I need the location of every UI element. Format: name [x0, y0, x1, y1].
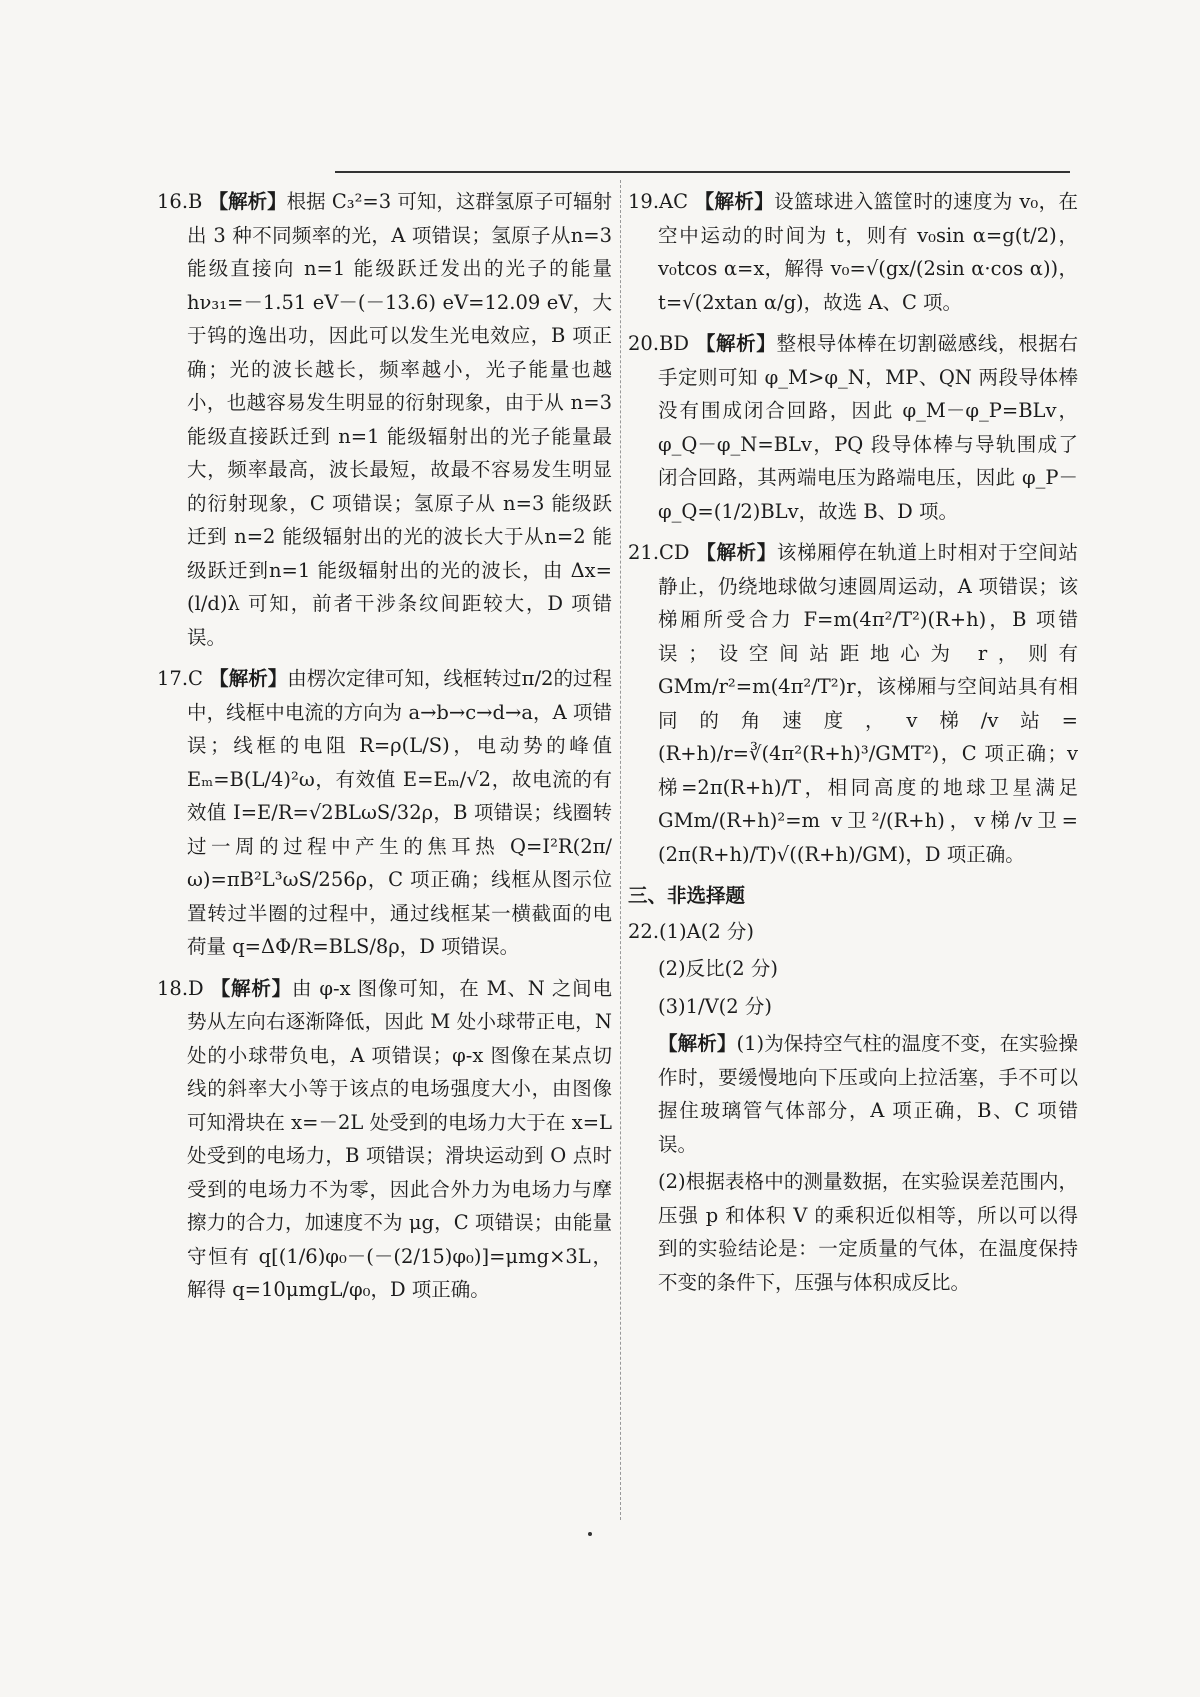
answer-16: 16.B 【解析】根据 C₃²=3 可知，这群氢原子可辐射出 3 种不同频率的光，A 项错误；氢原子从n=3 能级直接向 n=1 能级跃迁发出的光子的能量 hν₃₁=－1.51 eV－(－13.6) eV=12.09 eV，大于钨的逸出功，因此可以发生光电效应，B 项正确；光的波长越长，频率越小，光子能量也越小，也越容易发生明显的衍射现象，由于从 n=3 能级直接跃迁到 n=1 能级辐射出的光子能量最大，频率最高，波长最短，故最不容易发生明显的衍射现象，C 项错误；氢原子从 n=3 能级跃迁到 n=2 能级辐射出的光的波长大于从n=2 能级跃迁到n=1 能级辐射出的光的波长，由 Δx=(l/d)λ 可知，前者干涉条纹间距较大，D 项错误。 — [157, 190, 612, 649]
header-rule — [335, 171, 1070, 173]
answer-19: 19.AC 【解析】设篮球进入篮筐时的速度为 v₀，在空中运动的时间为 t，则有 v₀sin α=g(t/2)，v₀tcos α=x，解得 v₀=√(gx/(2sin α·cos α))，t=√(2xtan α/g)，故选 A、C 项。 — [628, 190, 1078, 314]
q22-analysis-1: 【解析】(1)为保持空气柱的温度不变，在实验操作时，要缓慢地向下压或向上拉活塞，手不可以握住玻璃管气体部分，A 项正确，B、C 项错误。 — [658, 1032, 1078, 1156]
answer-21: 21.CD 【解析】该梯厢停在轨道上时相对于空间站静止，仍绕地球做匀速圆周运动，A 项错误；该梯厢所受合力 F=m(4π²/T²)(R+h)，B 项错误；设空间站距地心为 r，则有 GMm/r²=m(4π²/T²)r，该梯厢与空间站具有相同的角速度，v梯/v站=(R+h)/r=∛(4π²(R+h)³/GMT²)，C 项正确；v梯=2π(R+h)/T，相同高度的地球卫星满足 GMm/(R+h)²=m v卫²/(R+h)，v梯/v卫=(2π(R+h)/T)√((R+h)/GM)，D 项正确。 — [628, 541, 1078, 866]
answer-20: 20.BD 【解析】整根导体棒在切割磁感线，根据右手定则可知 φ_M>φ_N，MP、QN 两段导体棒没有围成闭合回路，因此 φ_M－φ_P=BLv，φ_Q－φ_N=BLv，PQ 段导体棒与导轨围成了闭合回路，其两端电压为路端电压，因此 φ_P－φ_Q=(1/2)BLv，故选 B、D 项。 — [628, 332, 1078, 523]
column-divider — [620, 180, 621, 1520]
q22-answer-1: 22.(1)A(2 分) — [628, 919, 755, 943]
section-heading: 三、非选择题 — [628, 884, 746, 907]
answer-22 — [628, 915, 1078, 1300]
answer-18: 18.D 【解析】由 φ-x 图像可知，在 M、N 之间电势从左向右逐渐降低，因此 M 处小球带正电，N 处的小球带负电，A 项错误；φ-x 图像在某点切线的斜率大小等于该点的电场强度大小，由图像可知滑块在 x=－2L 处受到的电场力大于在 x=L 处受到的电场力，B 项错误；滑块运动到 O 点时受到的电场力不为零，因此合外力为电场力与摩擦力的合力，加速度不为 μg，C 项错误；由能量守恒有 q[(1/6)φ₀－(－(2/15)φ₀)]=μmg×3L，解得 q=10μmgL/φ₀，D 项正确。 — [157, 976, 612, 1301]
q22-analysis-2: (2)根据表格中的测量数据，在实验误差范围内，压强 p 和体积 V 的乘积近似相等，所以可以得到的实验结论是：一定质量的气体，在温度保持不变的条件下，压强与体积成反比。 — [658, 1170, 1078, 1294]
left-column — [157, 185, 612, 1315]
right-column — [628, 185, 1078, 1303]
q22-answer-3: (3)1/V(2 分) — [658, 994, 773, 1018]
q22-answer-2: (2)反比(2 分) — [658, 957, 778, 980]
page-mark — [588, 1532, 592, 1536]
answer-17: 17.C 【解析】由楞次定律可知，线框转过π/2的过程中，线框中电流的方向为 a→b→c→d→a，A 项错误；线框的电阻 R=ρ(L/S)，电动势的峰值 Eₘ=B(L/4)²ω，有效值 E=Eₘ/√2，故电流的有效值 I=E/R=√2BLωS/32ρ，B 项错误；线圈转过一周的过程中产生的焦耳热 Q=I²R(2π/ω)=πB²L³ωS/256ρ，C 项正确；线框从图示位置转过半圈的过程中，通过线框某一横截面的电荷量 q=ΔΦ/R=BLS/8ρ，D 项错误。 — [157, 667, 612, 958]
